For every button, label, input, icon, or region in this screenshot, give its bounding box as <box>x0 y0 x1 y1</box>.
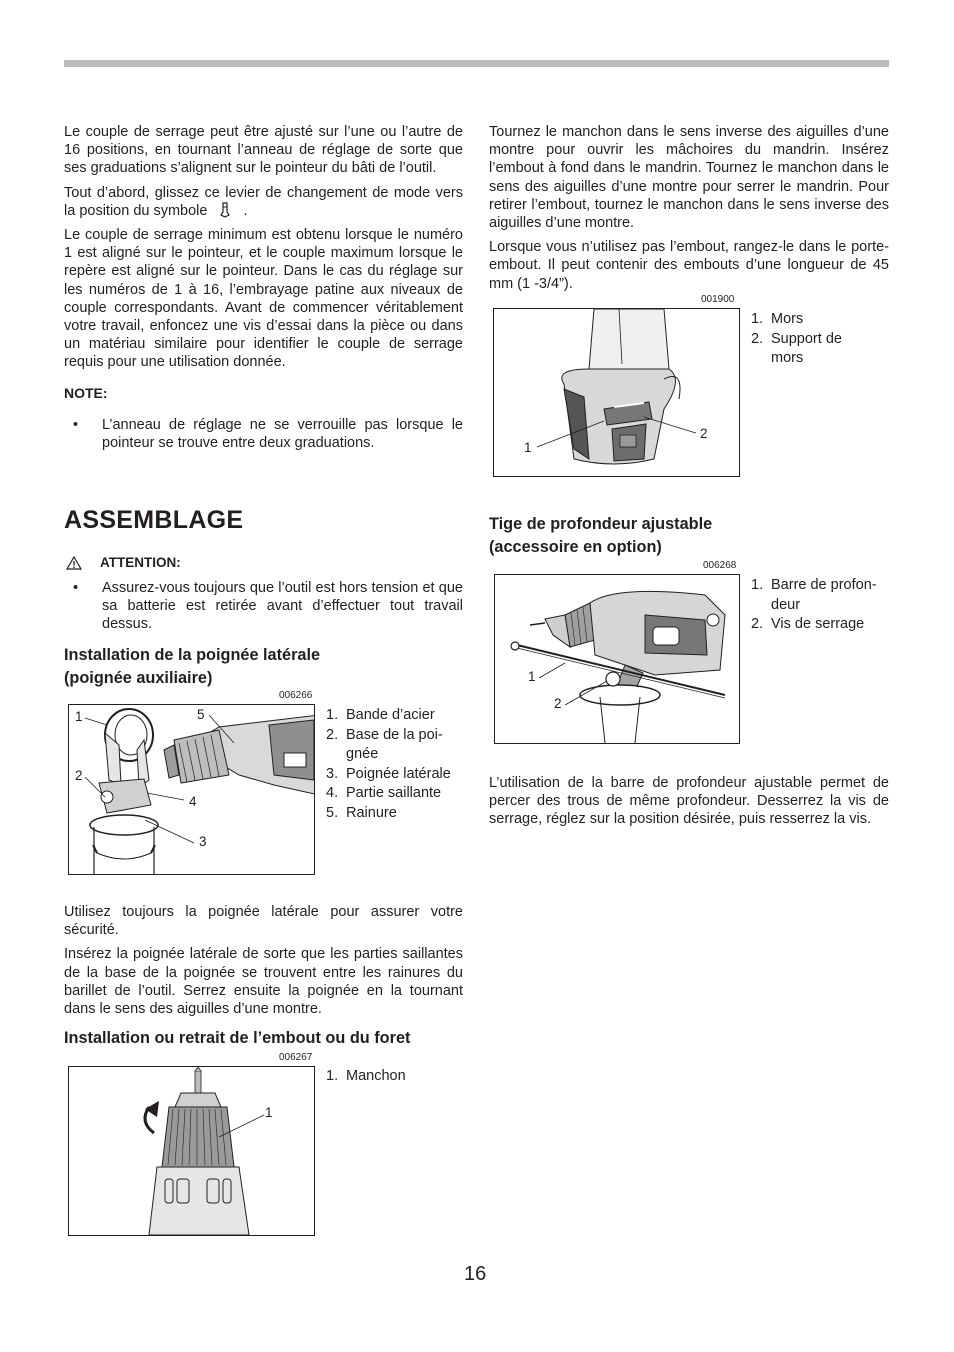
page-number: 16 <box>464 1263 487 1285</box>
header-rule <box>64 60 889 67</box>
section-title-side-handle: Installation de la poignée latérale (poignée auxiliaire) <box>64 646 321 687</box>
attention-bullet: • Assurez-vous toujours que l’outil est hors tension et que sa batterie est retirée avant d’effectuer tout travail dessus. <box>73 580 463 633</box>
legend-item: 4. Partie saillante <box>326 785 442 801</box>
paragraph-mode-lever: Tout d’abord, glissez ce levier de changement de mode vers la position du symbole . <box>64 184 463 219</box>
legend-bit-holder <box>751 310 891 369</box>
callout-4: 4 <box>189 794 197 809</box>
figure-depth-rod <box>494 574 740 744</box>
callout-2: 2 <box>75 768 83 783</box>
legend-item: 1. Manchon <box>326 1068 406 1084</box>
legend-item: 1. Barre de profon-deur <box>751 577 877 613</box>
callout-1: 1 <box>75 709 83 724</box>
side-handle-text <box>64 903 463 1024</box>
legend-depth-rod <box>751 576 891 635</box>
depth-rod-text <box>489 774 889 835</box>
callout-2: 2 <box>554 696 562 711</box>
legend-item: 1. Mors <box>751 311 804 327</box>
legend-side-handle <box>326 706 466 823</box>
legend-item: 5. Rainure <box>326 804 397 821</box>
legend-sleeve <box>326 1067 466 1087</box>
figure-bit-holder <box>493 308 740 477</box>
clutch-symbol-icon <box>220 202 230 218</box>
callout-1: 1 <box>528 669 536 684</box>
figure-sleeve <box>68 1066 315 1236</box>
sleeve-illustration <box>69 1067 314 1235</box>
paragraph-side-handle-safety: Utilisez toujours la poignée latérale pour assurer votre sécurité. <box>64 904 463 939</box>
callout-1: 1 <box>524 440 532 455</box>
section-title-depth-rod: Tige de profondeur ajustable (accessoire en option) <box>489 515 713 556</box>
right-intro-text <box>489 123 889 299</box>
legend-item: 2. Vis de serrage <box>751 616 865 632</box>
paragraph-torque-adjust: Le couple de serrage peut être ajusté sur l’une ou l’autre de 16 positions, en tournant l’anneau de réglage de sorte que ses graduations s’alignent sur le pointeur du bâti de l’outil. <box>64 124 463 177</box>
paragraph-bit-insert: Tournez le manchon dans le sens inverse des aiguilles d’une montre pour ouvrir les mâchoires du mandrin. Insérez l’embout à fond dans le mandrin. Tournez le manchon dans le sens des aiguilles d’une montre pour serrer le mandrin. Pour retirer l’embout, tournez le manchon dans le sens inverse des aiguilles d’une montre. <box>489 124 889 232</box>
legend-item: 2. Base de la poi-gnée <box>326 726 443 762</box>
paragraph-depth-rod: L’utilisation de la barre de profondeur ajustable permet de percer des trous de même profondeur. Desserrez la vis de serrage, réglez sur la position désirée, puis resserrez la vis. <box>489 775 889 828</box>
paragraph-torque-min-max: Le couple de serrage minimum est obtenu lorsque le numéro 1 est aligné sur le pointeur, et le couple maximum lorsque le repère est aligné sur le pointeur. Dans le cas du réglage sur les numéros de 1 à 16, l’embrayage patine aux niveaux de couple correspondants. Avant de commencer véritablement votre travail, enfoncez une vis d’essai dans la pièce ou dans un matériau similaire pour identifier le couple de serrage requis pour une utilisation donnée. <box>64 227 463 371</box>
depth-rod-illustration <box>495 575 739 743</box>
note-label: NOTE: <box>64 384 108 401</box>
section-title-assemblage: ASSEMBLAGE <box>64 506 244 534</box>
callout-2: 2 <box>700 426 708 441</box>
callout-3: 3 <box>199 834 207 849</box>
figure-code: 006268 <box>703 560 737 571</box>
paragraph-bit-storage: Lorsque vous n’utilisez pas l’embout, rangez-le dans le porte-embout. Il peut contenir des embouts d’une longueur de 45 mm (1 -3/4”). <box>489 239 889 292</box>
callout-5: 5 <box>197 707 205 722</box>
side-handle-illustration <box>69 705 314 874</box>
legend-item: 2. Support de mors <box>751 330 842 366</box>
legend-item: 1. Bande d’acier <box>326 707 435 723</box>
figure-code: 006267 <box>279 1052 313 1063</box>
figure-side-handle <box>68 704 315 875</box>
figure-code: 001900 <box>701 294 735 305</box>
attention-heading: ATTENTION: <box>66 555 181 570</box>
figure-code: 006266 <box>279 690 313 701</box>
legend-item: 3. Poignée latérale <box>326 765 451 782</box>
callout-1: 1 <box>265 1105 273 1120</box>
attention-text <box>64 579 463 634</box>
note-bullet: • L’anneau de réglage ne se verrouille pas lorsque le pointeur se trouve entre deux graduations. <box>73 416 463 452</box>
left-intro-text <box>64 123 463 452</box>
warning-triangle-icon <box>66 556 82 570</box>
section-title-bit-install: Installation ou retrait de l’embout ou du foret <box>64 1029 411 1047</box>
paragraph-side-handle-insert: Insérez la poignée latérale de sorte que les parties saillantes de la base de la poignée se trouvent entre les rainures du barillet de l’outil. Serrez ensuite la poignée en la tournant dans le sens des aiguilles d’une montre. <box>64 946 463 1018</box>
